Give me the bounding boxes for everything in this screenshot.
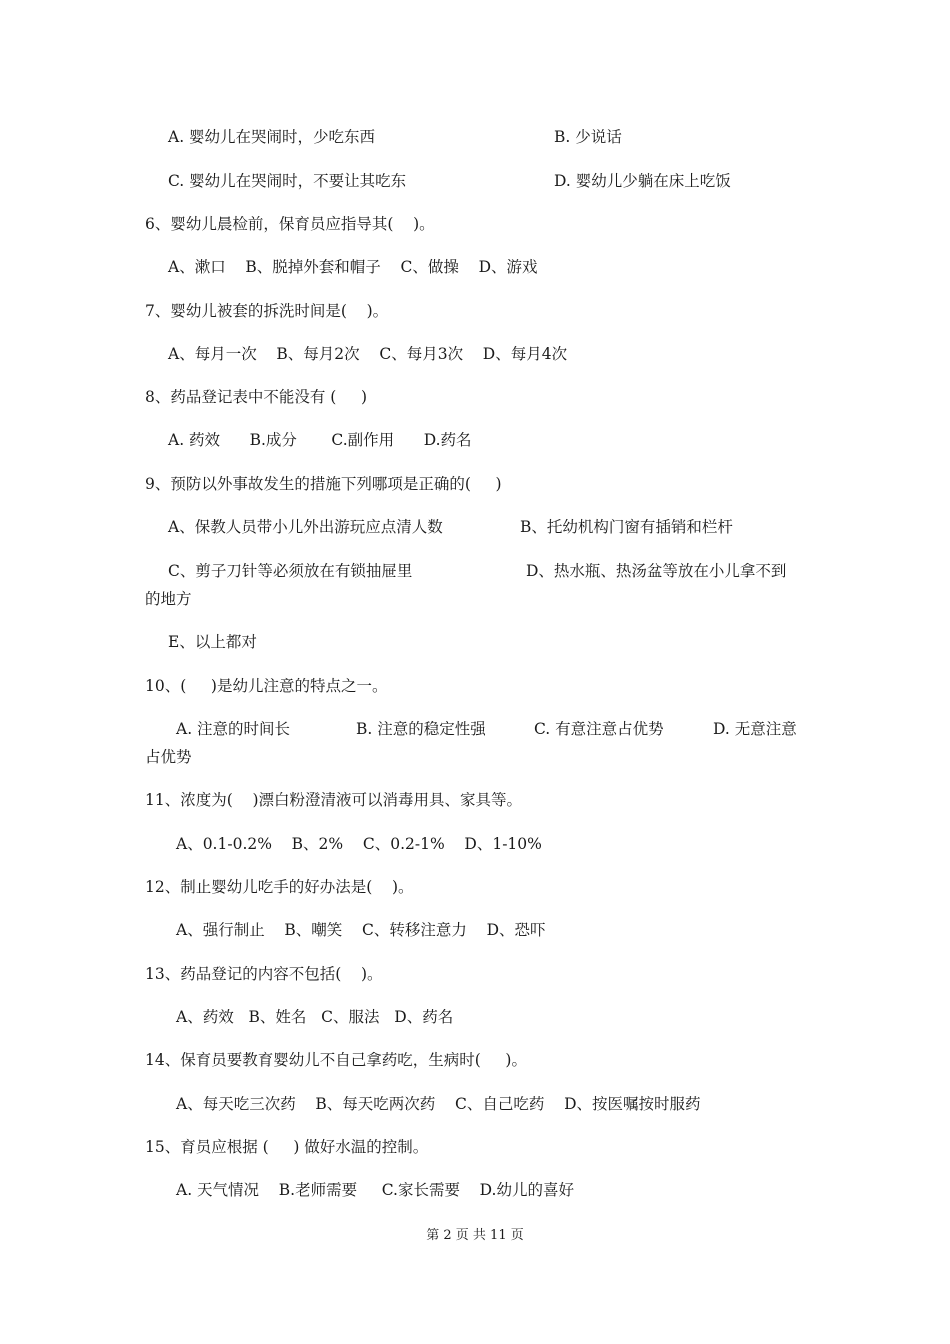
question-stem: 13、药品登记的内容不包括( )。 [145, 965, 383, 983]
q5-option-c: C. 婴幼儿在哭闹时，不要让其吃东 [168, 172, 407, 190]
question-options: A、每月一次 B、每月2次 C、每月3次 D、每月4次 [168, 345, 568, 363]
question-stem: 14、保育员要教育婴幼儿不自己拿药吃，生病时( )。 [145, 1051, 527, 1069]
question-options: A、每天吃三次药 B、每天吃两次药 C、自己吃药 D、按医嘱按时服药 [176, 1095, 701, 1113]
page-number-footer: 第 2 页 共 11 页 [426, 1228, 524, 1243]
question-options: A、药效 B、姓名 C、服法 D、药名 [176, 1008, 454, 1026]
question-stem: 6、婴幼儿晨检前，保育员应指导其( )。 [145, 215, 435, 233]
question-stem: 9、预防以外事故发生的措施下列哪项是正确的( ) [145, 475, 502, 493]
q10-option-d-continued: 占优势 [145, 748, 192, 766]
question-stem: 10、( )是幼儿注意的特点之一。 [145, 677, 388, 695]
question-stem: 12、制止婴幼儿吃手的好办法是( )。 [145, 878, 414, 896]
question-stem: 15、育员应根据 ( ) 做好水温的控制。 [145, 1138, 429, 1156]
q9-option-c: C、剪子刀针等必须放在有锁抽屉里 [168, 562, 413, 580]
q10-option-a: A. 注意的时间长 [176, 720, 291, 738]
question-options: A、0.1-0.2% B、2% C、0.2-1% D、1-10% [176, 835, 542, 853]
question-options: A. 天气情况 B.老师需要 C.家长需要 D.幼儿的喜好 [176, 1181, 574, 1199]
question-stem: 7、婴幼儿被套的拆洗时间是( )。 [145, 302, 389, 320]
q9-option-d-continued: 的地方 [145, 590, 192, 608]
question-stem: 8、药品登记表中不能没有 ( ) [145, 388, 368, 406]
q10-option-b: B. 注意的稳定性强 [356, 720, 486, 738]
q5-option-a: A. 婴幼儿在哭闹时，少吃东西 [168, 128, 376, 146]
q9-option-a: A、保教人员带小儿外出游玩应点清人数 [168, 518, 443, 536]
question-stem: 11、浓度为( )漂白粉澄清液可以消毒用具、家具等。 [145, 791, 523, 809]
q5-option-d: D. 婴幼儿少躺在床上吃饭 [554, 172, 731, 190]
q10-option-d: D. 无意注意 [713, 720, 797, 738]
question-options: A、漱口 B、脱掉外套和帽子 C、做操 D、游戏 [168, 258, 538, 276]
q5-option-b: B. 少说话 [554, 128, 622, 146]
q9-option-e: E、以上都对 [168, 633, 257, 651]
question-options: A、强行制止 B、嘲笑 C、转移注意力 D、恐吓 [176, 921, 546, 939]
question-options: A. 药效 B.成分 C.副作用 D.药名 [168, 431, 472, 449]
q9-option-d: D、热水瓶、热汤盆等放在小儿拿不到 [526, 562, 787, 580]
q10-option-c: C. 有意注意占优势 [534, 720, 664, 738]
q9-option-b: B、托幼机构门窗有插销和栏杆 [520, 518, 733, 536]
